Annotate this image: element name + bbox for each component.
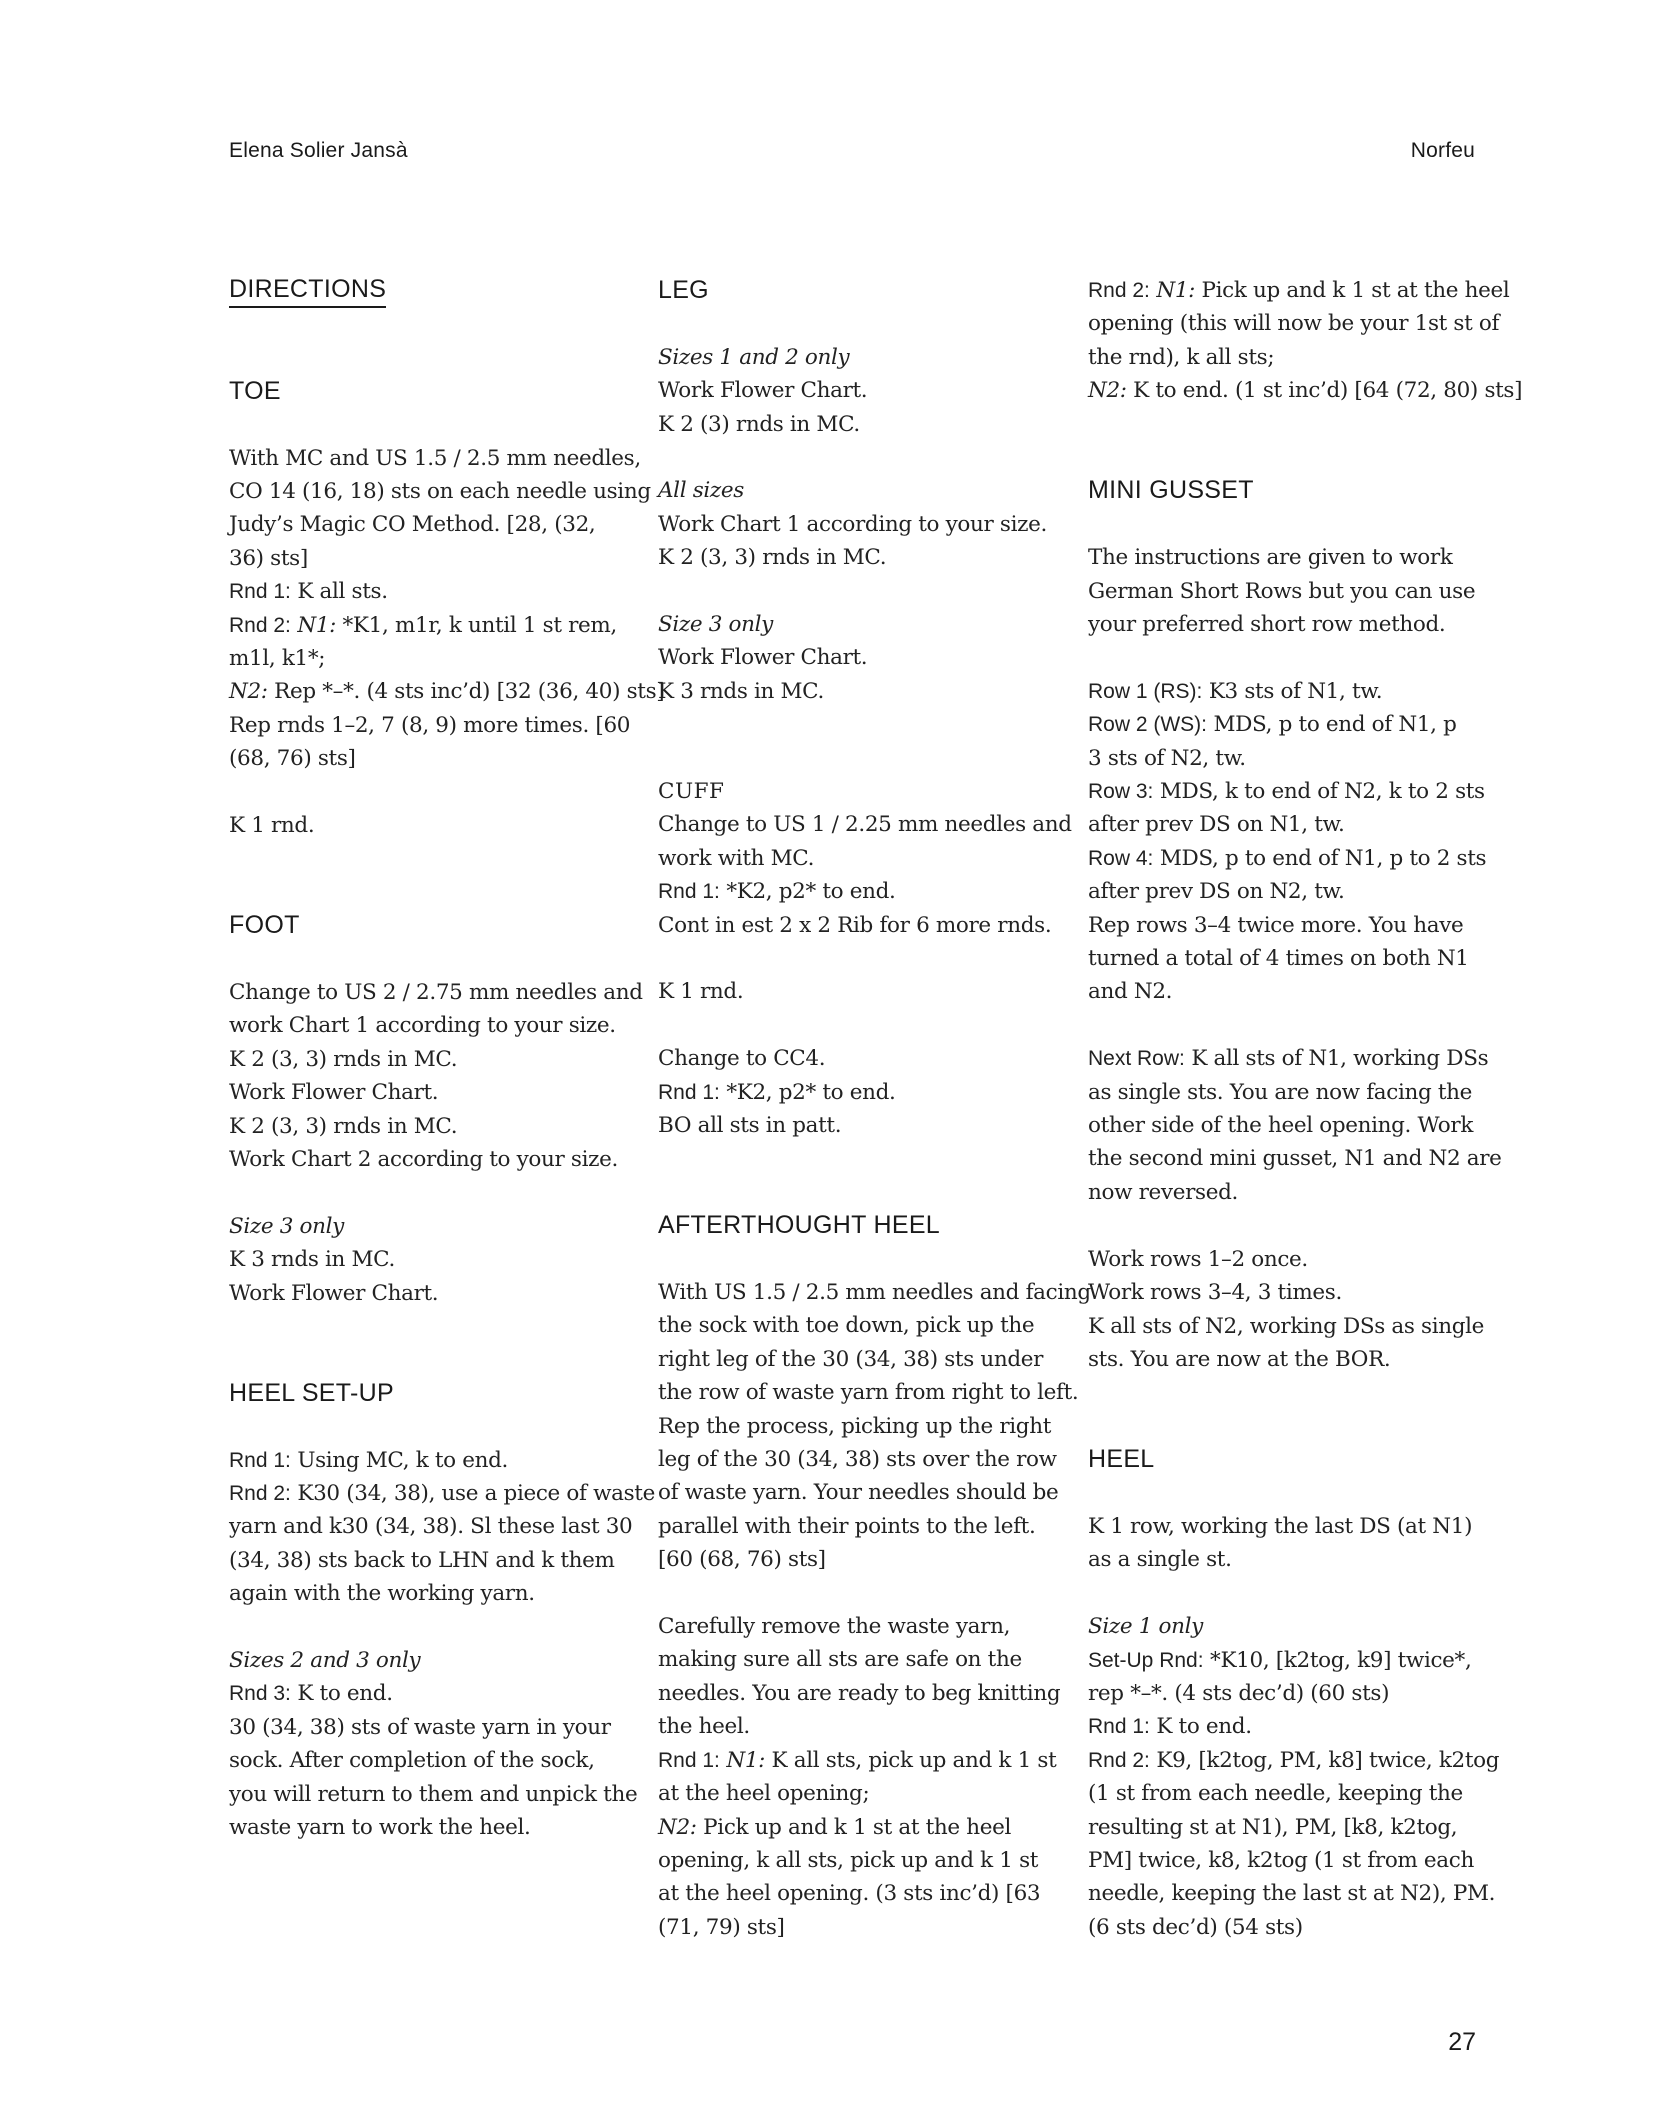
- text-line: as single sts. You are now facing the: [1088, 1079, 1473, 1105]
- text-line: at the heel opening;: [658, 1781, 870, 1807]
- text-line: you will return to them and unpick the: [229, 1781, 638, 1807]
- text-line: (6 sts dec’d) (54 sts): [1088, 1914, 1303, 1940]
- instruction-line: [1088, 842, 1493, 875]
- text-line: m1l, k1*;: [229, 646, 326, 672]
- text-line: the sock with toe down, pick up the: [658, 1313, 1035, 1339]
- text-line: Change to CC4.: [658, 1046, 826, 1072]
- instruction-line: [658, 1744, 1063, 1777]
- instruction-line: [1088, 1042, 1493, 1075]
- instruction-line: [229, 675, 665, 708]
- section-mini-gusset: MINI GUSSET: [1088, 476, 1254, 505]
- text-line: after prev DS on N2, tw.: [1088, 879, 1345, 905]
- text-line: K 3 rnds in MC.: [658, 678, 825, 704]
- text-line: the rnd), k all sts;: [1088, 344, 1275, 370]
- text-line: work with MC.: [658, 845, 815, 871]
- text-line: K 2 (3) rnds in MC.: [658, 411, 860, 437]
- step-label: Row 2 (WS):: [1088, 713, 1208, 737]
- text-line: work Chart 1 according to your size.: [229, 1013, 616, 1039]
- text-line: K 2 (3, 3) rnds in MC.: [229, 1113, 458, 1139]
- text-line: opening (this will now be your 1st st of: [1088, 311, 1500, 337]
- step-label: Rnd 1:: [658, 1080, 720, 1104]
- needle-label: N1:: [290, 612, 337, 638]
- text-line: 36) sts]: [229, 545, 308, 571]
- instruction-line: [658, 1811, 1063, 1844]
- text-line: The instructions are given to work: [1088, 545, 1453, 571]
- step-label: Rnd 1:: [229, 580, 291, 604]
- text-line: Change to US 1 / 2.25 mm needles and: [658, 812, 1072, 838]
- step-text: K all sts.: [290, 579, 388, 605]
- step-label: Rnd 3:: [229, 1682, 291, 1706]
- text-line: needle, keeping the last st at N2), PM.: [1088, 1881, 1496, 1907]
- text-line: Change to US 2 / 2.75 mm needles and: [229, 980, 643, 1006]
- step-label: Rnd 2:: [229, 613, 291, 637]
- step-text: Rep *–*. (4 sts inc’d) [32 (36, 40) sts]: [267, 679, 665, 705]
- step-label: Rnd 2:: [1088, 1748, 1150, 1772]
- text-line: PM] twice, k8, k2tog (1 st from each: [1088, 1847, 1474, 1873]
- step-label: Set-Up Rnd:: [1088, 1648, 1204, 1672]
- page-number: 27: [1448, 2028, 1476, 2056]
- text-line: [60 (68, 76) sts]: [658, 1547, 826, 1573]
- step-text: K to end.: [1149, 1714, 1252, 1740]
- text-line: Work Flower Chart.: [229, 1080, 439, 1106]
- text-line: parallel with their points to the left.: [658, 1513, 1036, 1539]
- step-text: K9, [k2tog, PM, k8] twice, k2tog: [1149, 1747, 1500, 1773]
- text-line: at the heel opening. (3 sts inc’d) [63: [658, 1881, 1041, 1907]
- section-heel-set-up: HEEL SET-UP: [229, 1378, 394, 1407]
- section-leg: LEG: [658, 276, 709, 304]
- text-line: Work Flower Chart.: [658, 645, 868, 671]
- text-line: 3 sts of N2, tw.: [1088, 745, 1246, 771]
- instruction-line: [229, 1444, 634, 1477]
- column-left: [229, 274, 665, 1845]
- instruction-line: [1088, 274, 1510, 307]
- step-text: *K10, [k2tog, k9] twice*,: [1203, 1647, 1472, 1673]
- step-text: *K2, p2* to end.: [719, 1079, 896, 1105]
- instruction-line: [658, 875, 1063, 908]
- instruction-line: [229, 575, 634, 608]
- text-line: Work Chart 1 according to your size.: [658, 511, 1047, 537]
- step-text: K all sts, pick up and k 1 st: [765, 1747, 1057, 1773]
- instruction-line: [1088, 708, 1493, 741]
- instruction-line: [229, 1477, 655, 1510]
- instruction-line: [1088, 374, 1523, 407]
- text-line: making sure all sts are safe on the: [658, 1647, 1022, 1673]
- text-line: K 2 (3, 3) rnds in MC.: [658, 545, 887, 571]
- step-label: Row 1 (RS):: [1088, 679, 1203, 703]
- running-head-author: Elena Solier Jansà: [229, 139, 408, 162]
- text-line: resulting st at N1), PM, [k8, k2tog,: [1088, 1814, 1458, 1840]
- step-label: Next Row:: [1088, 1047, 1185, 1071]
- needle-label: N2:: [658, 1814, 697, 1840]
- text-line: turned a total of 4 times on both N1: [1088, 946, 1469, 972]
- text-line: K 3 rnds in MC.: [229, 1247, 396, 1273]
- text-line: K 2 (3, 3) rnds in MC.: [229, 1046, 458, 1072]
- size-note: Sizes 1 and 2 only: [658, 344, 850, 370]
- text-line: K 1 rnd.: [658, 979, 744, 1005]
- text-line: needles. You are ready to beg knitting: [658, 1680, 1061, 1706]
- step-label: Row 3:: [1088, 780, 1154, 804]
- text-line: yarn and k30 (34, 38). Sl these last 30: [229, 1514, 633, 1540]
- step-label: Rnd 1:: [229, 1448, 291, 1472]
- text-line: German Short Rows but you can use: [1088, 578, 1476, 604]
- column-right: [1088, 274, 1523, 1944]
- text-line: CO 14 (16, 18) sts on each needle using: [229, 478, 651, 504]
- text-line: again with the working yarn.: [229, 1581, 535, 1607]
- step-text: K3 sts of N1, tw.: [1202, 678, 1383, 704]
- step-text: MDS, p to end of N1, p: [1207, 712, 1457, 738]
- step-text: Using MC, k to end.: [290, 1447, 508, 1473]
- step-label: Rnd 1:: [658, 1748, 720, 1772]
- text-line: With US 1.5 / 2.5 mm needles and facing: [658, 1280, 1091, 1306]
- instruction-line: [1088, 1644, 1493, 1677]
- text-line: (34, 38) sts back to LHN and k them: [229, 1547, 615, 1573]
- text-line: K 1 rnd.: [229, 813, 315, 839]
- text-line: after prev DS on N1, tw.: [1088, 812, 1345, 838]
- text-line: sock. After completion of the sock,: [229, 1748, 595, 1774]
- text-line: Work Chart 2 according to your size.: [229, 1147, 618, 1173]
- text-line: Carefully remove the waste yarn,: [658, 1614, 1011, 1640]
- step-text: *K2, p2* to end.: [719, 879, 896, 905]
- instruction-line: [1088, 1710, 1493, 1743]
- step-label: Rnd 2:: [229, 1482, 291, 1506]
- text-line: the heel.: [658, 1714, 750, 1740]
- section-afterthought-heel: AFTERTHOUGHT HEEL: [658, 1211, 940, 1240]
- text-line: (71, 79) sts]: [658, 1914, 785, 1940]
- text-line: and N2.: [1088, 979, 1173, 1005]
- step-text: K to end.: [290, 1681, 393, 1707]
- needle-label: N1:: [719, 1747, 766, 1773]
- step-text: *K1, m1r, k until 1 st rem,: [336, 612, 617, 638]
- text-line: K all sts of N2, working DSs as single: [1088, 1313, 1485, 1339]
- step-text: Pick up and k 1 st at the heel: [1195, 278, 1510, 303]
- text-line: the row of waste yarn from right to left.: [658, 1380, 1079, 1406]
- instruction-line: [1088, 675, 1493, 708]
- size-note: Sizes 2 and 3 only: [229, 1648, 421, 1674]
- section-heel: HEEL: [1088, 1445, 1155, 1474]
- step-label: Rnd 2:: [1088, 279, 1150, 302]
- section-cuff: CUFF: [658, 779, 725, 805]
- text-line: sts. You are now at the BOR.: [1088, 1346, 1391, 1372]
- column-middle: [658, 274, 1091, 1944]
- text-line: Work Flower Chart.: [658, 378, 868, 404]
- step-text: Pick up and k 1 st at the heel: [696, 1814, 1012, 1840]
- text-line: Rep the process, picking up the right: [658, 1413, 1052, 1439]
- text-line: other side of the heel opening. Work: [1088, 1113, 1474, 1139]
- step-label: Rnd 1:: [1088, 1715, 1150, 1739]
- text-line: (68, 76) sts]: [229, 746, 356, 772]
- text-line: waste yarn to work the heel.: [229, 1815, 531, 1841]
- text-line: right leg of the 30 (34, 38) sts under: [658, 1346, 1044, 1372]
- step-text: K to end. (1 st inc’d) [64 (72, 80) sts]: [1126, 378, 1523, 404]
- text-line: Judy’s Magic CO Method. [28, (32,: [229, 512, 596, 538]
- text-line: opening, k all sts, pick up and k 1 st: [658, 1847, 1039, 1873]
- text-line: now reversed.: [1088, 1179, 1238, 1205]
- text-line: rep *–*. (4 sts dec’d) (60 sts): [1088, 1680, 1390, 1706]
- section-toe: TOE: [229, 376, 281, 405]
- text-line: leg of the 30 (34, 38) sts over the row: [658, 1447, 1057, 1473]
- size-note: Size 1 only: [1088, 1614, 1203, 1640]
- step-text: MDS, k to end of N2, k to 2 sts: [1153, 779, 1485, 805]
- text-line: your preferred short row method.: [1088, 612, 1446, 638]
- size-note: Size 3 only: [229, 1213, 344, 1239]
- instruction-line: [658, 1076, 1063, 1109]
- size-note: All sizes: [658, 478, 744, 504]
- instruction-line: [229, 609, 634, 642]
- instruction-line: [229, 1677, 634, 1710]
- step-text: K all sts of N1, working DSs: [1184, 1046, 1489, 1072]
- instruction-line: [1088, 775, 1493, 808]
- step-text: MDS, p to end of N1, p to 2 sts: [1153, 845, 1487, 871]
- text-line: (1 st from each needle, keeping the: [1088, 1781, 1463, 1807]
- text-line: Cont in est 2 x 2 Rib for 6 more rnds.: [658, 912, 1052, 938]
- step-label: Row 4:: [1088, 846, 1154, 870]
- text-line: as a single st.: [1088, 1547, 1232, 1573]
- step-label: Rnd 1:: [658, 880, 720, 904]
- section-directions: DIRECTIONS: [229, 274, 386, 308]
- text-line: Rep rnds 1–2, 7 (8, 9) more times. [60: [229, 712, 631, 738]
- text-line: Work rows 3–4, 3 times.: [1088, 1280, 1342, 1306]
- running-head-title: Norfeu: [1410, 139, 1475, 162]
- section-foot: FOOT: [229, 911, 300, 940]
- text-line: BO all sts in patt.: [658, 1113, 842, 1139]
- text-line: Work Flower Chart.: [229, 1280, 439, 1306]
- text-line: 30 (34, 38) sts of waste yarn in your: [229, 1714, 611, 1740]
- needle-label: N1:: [1149, 278, 1196, 303]
- text-line: Work rows 1–2 once.: [1088, 1246, 1308, 1272]
- text-line: K 1 row, working the last DS (at N1): [1088, 1513, 1473, 1539]
- size-note: Size 3 only: [658, 612, 773, 638]
- text-line: Rep rows 3–4 twice more. You have: [1088, 912, 1464, 938]
- instruction-line: [1088, 1744, 1500, 1777]
- step-text: K30 (34, 38), use a piece of waste: [290, 1481, 655, 1507]
- needle-label: N2:: [1088, 378, 1127, 404]
- text-line: of waste yarn. Your needles should be: [658, 1480, 1059, 1506]
- needle-label: N2:: [229, 679, 268, 705]
- text-line: the second mini gusset, N1 and N2 are: [1088, 1146, 1502, 1172]
- text-line: With MC and US 1.5 / 2.5 mm needles,: [229, 445, 641, 471]
